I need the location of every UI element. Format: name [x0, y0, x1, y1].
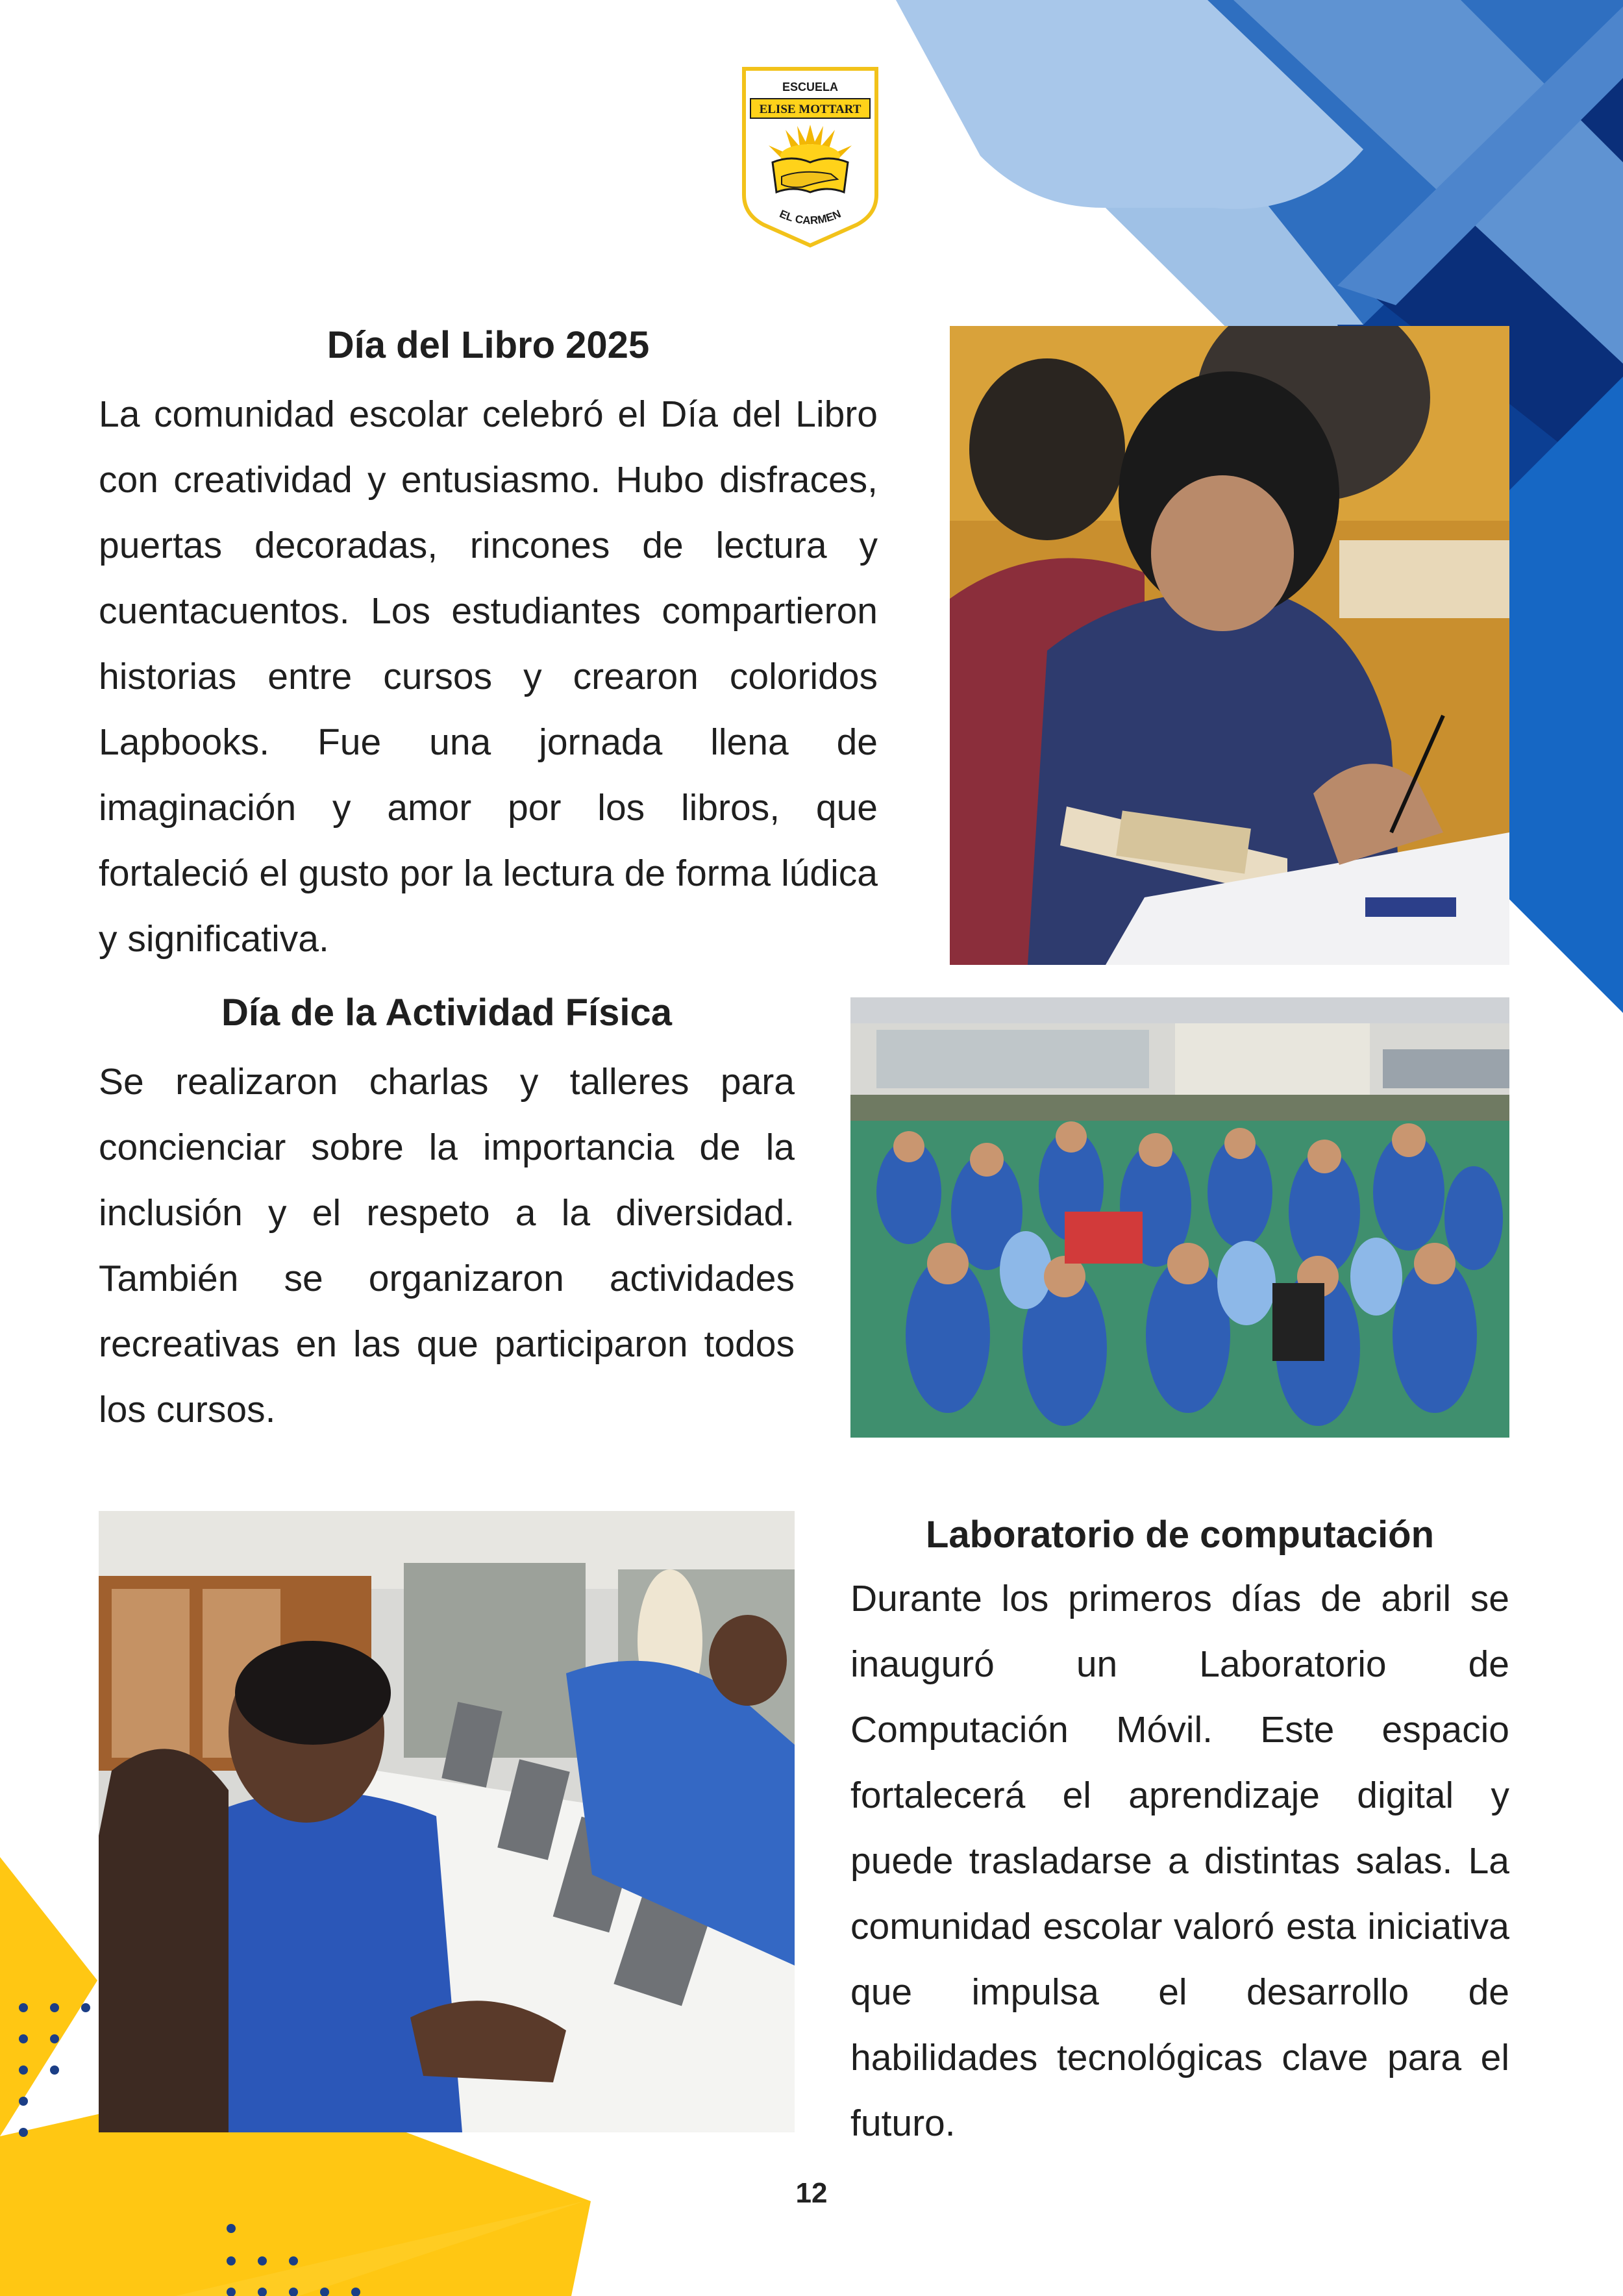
yellow-triangle-small	[0, 1857, 97, 2136]
photo-student-writing	[950, 326, 1509, 965]
logo-top-text: ESCUELA	[782, 81, 839, 94]
section-title-dia-del-libro: Día del Libro 2025	[327, 324, 650, 366]
school-logo	[740, 65, 880, 248]
page-number: 12	[795, 2177, 828, 2209]
photo-computer-lab	[99, 1511, 795, 2132]
section-body-laboratorio: Durante los primeros días de abril se inauguró un Laboratorio de Computación Móvil. Este espacio fortalecerá el aprendizaje digital y puede trasladarse a distintas salas. La comunidad escolar valoró esta iniciativa que impulsa el desarrollo de habilidades tecnológicas clave para el futuro.	[850, 1578, 1509, 2144]
section-title-actividad-fisica: Día de la Actividad Física	[221, 992, 673, 1034]
section-body-dia-del-libro: La comunidad escolar celebró el Día del Libro con creatividad y entusiasmo. Hubo disfraces, puertas decoradas, rincones de lectura y cuentacuentos. Los estudiantes compartieron historias entre cursos y crearon coloridos Lapbooks. Fue una jornada llena de imaginación y amor por los libros, que fortaleció el gusto por la lectura de forma lúdica y significativa.	[99, 393, 878, 960]
section-title-laboratorio: Laboratorio de computación	[925, 1514, 1435, 1556]
logo-name-text: ELISE MOTTART	[759, 103, 861, 116]
logo-bottom-text: EL CARMEN	[777, 207, 843, 227]
section-body-actividad-fisica: Se realizaron charlas y talleres para concienciar sobre la importancia de la inclusión y el respeto a la diversidad. También se organizaron actividades recreativas en las que participaron todos los cursos.	[99, 1061, 795, 1430]
photo-schoolyard-activity	[850, 997, 1509, 1438]
